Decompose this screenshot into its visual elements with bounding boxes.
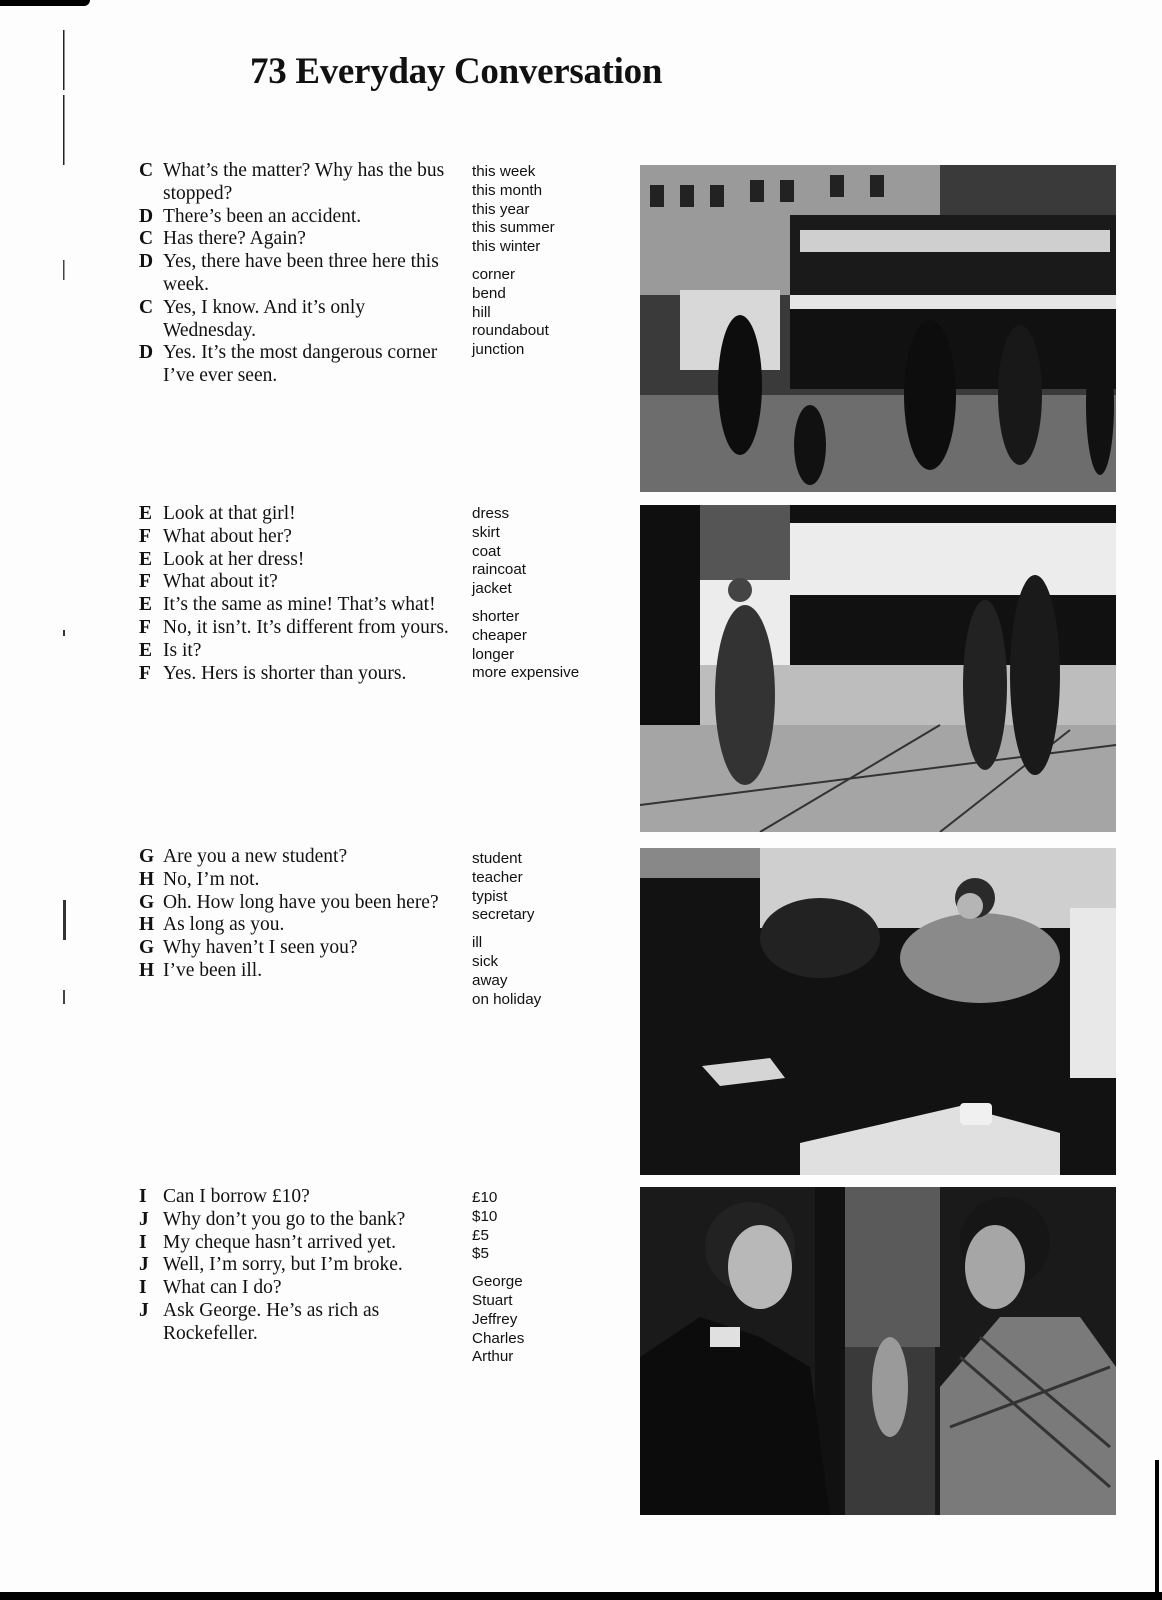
speaker: E [139,639,153,661]
dialogue-line [139,503,459,526]
page-title: 73 Everyday Conversation [250,51,663,92]
line-text: Why haven’t I seen you? [163,937,358,959]
line-text: Oh. How long have you been here? [163,891,439,913]
dialogue-line [139,1186,459,1209]
dialogue-line [139,1232,459,1255]
substitution-word: this year [472,200,530,218]
speaker: F [139,571,151,593]
speaker: J [139,1208,149,1230]
substitution-group [472,163,622,257]
substitution-word: hill [472,303,491,321]
substitutions-new-student [472,850,622,1018]
substitution-word: typist [472,887,508,905]
dialogue-line [139,937,459,960]
substitution-word: secretary [472,906,535,924]
line-text: Look at her dress! [163,548,305,570]
substitution-group [472,1273,622,1367]
substitution-word: $10 [472,1207,498,1225]
line-text: Why don’t you go to the bank? [163,1208,406,1230]
dialogue-line [139,1277,459,1300]
dialogue-dress [139,503,459,685]
speaker: J [139,1254,149,1276]
substitution-word: corner [472,265,516,283]
speaker: G [139,846,155,867]
substitutions-borrow-money [472,1189,622,1376]
substitution-word: raincoat [472,561,527,579]
top-corner-mark [0,0,90,6]
dialogue-line [139,549,459,572]
substitution-word: sick [472,952,499,970]
speaker: H [139,959,155,981]
line-text: Ask George. He’s as rich as Rockefeller. [163,1299,380,1344]
line-text: Yes. Hers is shorter than yours. [163,662,407,684]
speaker: C [139,160,154,181]
substitution-word: Jeffrey [472,1310,518,1328]
substitution-word: cheaper [472,626,527,644]
line-text: My cheque hasn’t arrived yet. [163,1231,397,1253]
substitution-word: Arthur [472,1348,514,1366]
substitution-word: ill [472,934,483,952]
substitution-word: away [472,971,508,989]
substitution-word: shorter [472,607,520,625]
margin-marks [60,30,68,1070]
dialogue-line [139,342,459,388]
speaker: I [139,1186,147,1207]
speaker: I [139,1231,147,1253]
line-text: What’s the matter? Why has the bus stopped? [163,160,445,204]
speaker: F [139,616,151,638]
speaker: D [139,251,154,273]
speaker: D [139,342,154,364]
dialogue-line [139,594,459,617]
dialogue-line [139,869,459,892]
speaker: H [139,914,155,936]
dialogue-line [139,160,459,206]
line-text: What can I do? [163,1277,282,1299]
substitution-group [472,266,622,360]
speaker: J [139,1299,149,1321]
dialogue-line [139,914,459,937]
line-text: What about her? [163,525,292,547]
speaker: C [139,296,154,318]
dialogue-line [139,251,459,297]
substitutions-dress [472,505,622,692]
line-text: What about it? [163,571,278,593]
substitution-word: coat [472,542,501,560]
substitution-word: jacket [472,580,512,598]
substitutions-accident [472,163,622,369]
dialogue-line [139,526,459,549]
substitution-word: bend [472,284,506,302]
substitution-word: teacher [472,868,523,886]
substitution-word: this month [472,181,543,199]
substitution-word: George [472,1273,523,1291]
dialogue-new-student [139,846,459,983]
speaker: C [139,228,154,250]
photo-street-bus [640,165,1116,492]
line-text: There’s been an accident. [163,205,362,227]
line-text: Well, I’m sorry, but I’m broke. [163,1254,403,1276]
dialogue-line [139,640,459,663]
line-text: Are you a new student? [163,846,348,867]
substitution-word: $5 [472,1245,489,1263]
line-text: Can I borrow £10? [163,1186,310,1207]
dialogue-line [139,1300,459,1346]
photo-common-room [640,848,1116,1175]
dialogue-line [139,297,459,343]
substitution-word: skirt [472,523,500,541]
line-text: No, it isn’t. It’s different from yours. [163,616,449,638]
bottom-edge-mark [0,1592,1162,1600]
dialogue-line [139,1209,459,1232]
dialogue-borrow-money [139,1186,459,1346]
substitution-word: £5 [472,1226,489,1244]
dialogue-line [139,228,459,251]
substitution-group [472,850,622,925]
speaker: F [139,525,151,547]
line-text: Look at that girl! [163,503,296,524]
substitution-word: this summer [472,219,555,237]
line-text: Is it? [163,639,202,661]
dialogue-line [139,206,459,229]
dialogue-accident [139,160,459,388]
substitution-group [472,608,622,683]
substitution-word: Charles [472,1329,525,1347]
substitution-word: student [472,850,522,867]
speaker: D [139,205,154,227]
line-text: Has there? Again? [163,228,306,250]
substitution-word: on holiday [472,990,542,1008]
speaker: F [139,662,151,684]
substitution-word: longer [472,645,515,663]
line-text: As long as you. [163,914,285,936]
line-text: It’s the same as mine! That’s what! [163,594,436,616]
photo-two-men [640,1187,1116,1515]
speaker: H [139,868,155,890]
substitution-group [472,1189,622,1264]
line-text: I’ve been ill. [163,959,263,981]
substitution-word: Stuart [472,1291,513,1309]
dialogue-line [139,846,459,869]
substitution-word: £10 [472,1189,498,1206]
dialogue-line [139,571,459,594]
substitution-word: this winter [472,238,541,256]
speaker: E [139,548,153,570]
substitution-word: roundabout [472,322,549,340]
photo-two-women [640,505,1116,832]
speaker: G [139,891,155,913]
line-text: Yes, there have been three here this week. [163,251,439,295]
substitution-group [472,505,622,599]
line-text: Yes, I know. And it’s only Wednesday. [163,296,366,341]
substitution-word: this week [472,163,536,180]
dialogue-line [139,960,459,983]
speaker: I [139,1277,147,1299]
dialogue-line [139,663,459,686]
right-edge-mark [1155,1460,1159,1592]
line-text: No, I’m not. [163,868,260,890]
speaker: E [139,503,153,524]
substitution-word: dress [472,505,510,522]
substitution-word: junction [472,341,525,359]
substitution-group [472,934,622,1009]
line-text: Yes. It’s the most dangerous corner I’ve ever seen. [163,342,438,387]
dialogue-line [139,617,459,640]
dialogue-line [139,892,459,915]
speaker: G [139,937,155,959]
dialogue-line [139,1254,459,1277]
substitution-word: more expensive [472,664,580,682]
speaker: E [139,594,153,616]
